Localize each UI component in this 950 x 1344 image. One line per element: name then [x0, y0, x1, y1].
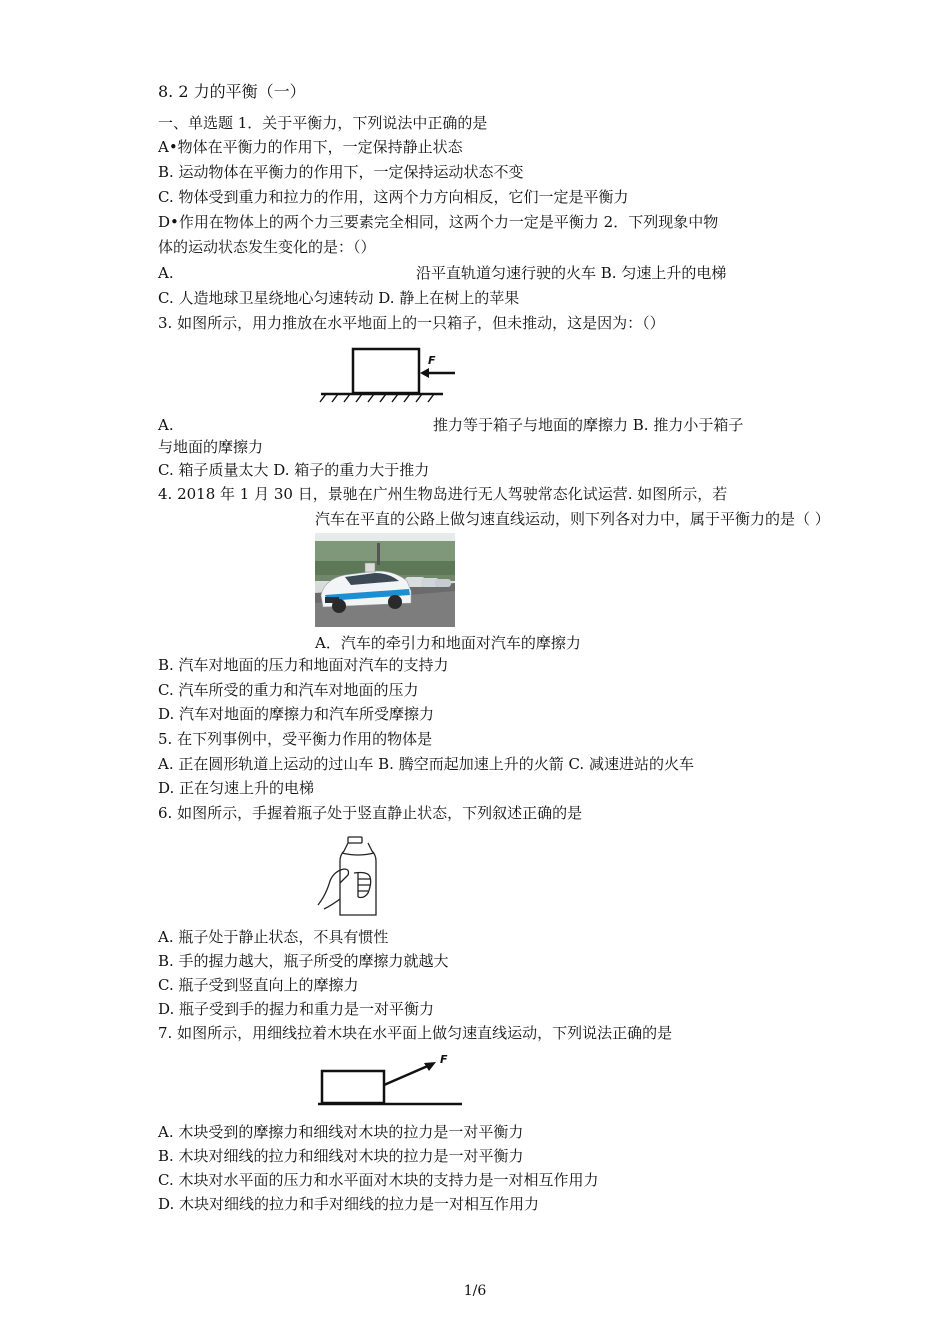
q7-option-b: B. 木块对细线的拉力和细线对木块的拉力是一对平衡力 — [158, 1147, 524, 1165]
q1-option-a: A•物体在平衡力的作用下，一定保持静止状态 — [158, 138, 463, 156]
q5-option-abc: A. 正在圆形轨道上运动的过山车 B. 腾空而起加速上升的火箭 C. 减速进站的火车 — [158, 755, 694, 773]
q4-stem: 4. 2018 年 1 月 30 日，景驰在广州生物岛进行无人驾驶常态化试运营. 如图所示，若 — [158, 485, 728, 503]
q3-option-ab: 推力等于箱子与地面的摩擦力 B. 推力小于箱子 — [433, 416, 744, 434]
q4-option-b: B. 汽车对地面的压力和地面对汽车的支持力 — [158, 656, 449, 674]
q4-option-c: C. 汽车所受的重力和汽车对地面的压力 — [158, 681, 419, 699]
q3-option-b-cont: 与地面的摩擦力 — [158, 438, 264, 456]
q2-stem-cont: 体的运动状态发生变化的是：（） — [158, 238, 376, 256]
q2-option-cd: C. 人造地球卫星绕地心匀速转动 D. 静上在树上的苹果 — [158, 289, 520, 307]
box-shape — [353, 349, 419, 393]
bottle-cap — [348, 837, 362, 843]
q7-option-c: C. 木块对水平面的压力和水平面对木块的支持力是一对相互作用力 — [158, 1171, 599, 1189]
q2-option-a-label: A. — [158, 264, 174, 282]
q1-stem: 一、单选题 1．关于平衡力，下列说法中正确的是 — [158, 114, 488, 132]
q6-option-b: B. 手的握力越大，瓶子所受的摩擦力就越大 — [158, 952, 449, 970]
q6-option-a: A. 瓶子处于静止状态，不具有惯性 — [158, 928, 389, 946]
bottle-hand-figure — [314, 835, 386, 919]
page-number: 1/6 — [463, 1283, 487, 1299]
pull-force-label: F — [440, 1053, 448, 1066]
q7-stem: 7. 如图所示，用细线拉着木块在水平面上做匀速直线运动，下列说法正确的是 — [158, 1024, 673, 1042]
block-shape — [322, 1071, 384, 1103]
q5-option-d: D. 正在匀速上升的电梯 — [158, 779, 315, 797]
q3-stem: 3. 如图所示，用力推放在水平地面上的一只箱子，但未推动，这是因为：（） — [158, 314, 665, 332]
q5-stem: 5. 在下列事例中，受平衡力作用的物体是 — [158, 730, 433, 748]
pull-force-arrow — [384, 1065, 430, 1085]
q3-option-cd: C. 箱子质量太大 D. 箱子的重力大于推力 — [158, 461, 430, 479]
q1-option-b: B. 运动物体在平衡力的作用下，一定保持运动状态不变 — [158, 163, 524, 181]
block-pull-figure — [316, 1053, 464, 1109]
push-force-arrowhead — [420, 368, 429, 378]
q7-option-a: A. 木块受到的摩擦力和细线对木块的拉力是一对平衡力 — [158, 1123, 524, 1141]
box-push-figure — [318, 345, 458, 405]
q3-option-a-label: A. — [158, 416, 174, 434]
push-force-label: F — [428, 354, 436, 367]
q7-option-d: D. 木块对细线的拉力和手对细线的拉力是一对相互作用力 — [158, 1195, 540, 1213]
car-photo — [315, 533, 455, 627]
q6-stem: 6. 如图所示，手握着瓶子处于竖直静止状态，下列叙述正确的是 — [158, 804, 583, 822]
q4-stem-cont: 汽车在平直的公路上做匀速直线运动，则下列各对力中，属于平衡力的是（ ） — [315, 510, 830, 528]
q4-option-d: D. 汽车对地面的摩擦力和汽车所受摩擦力 — [158, 705, 435, 723]
q6-option-d: D. 瓶子受到手的握力和重力是一对平衡力 — [158, 1000, 435, 1018]
q6-option-c: C. 瓶子受到竖直向上的摩擦力 — [158, 976, 359, 994]
q1-option-d-q2-stem: D•作用在物体上的两个力三要素完全相同，这两个力一定是平衡力 2．下列现象中物 — [158, 213, 719, 231]
q4-option-a: A．汽车的牵引力和地面对汽车的摩擦力 — [315, 634, 581, 652]
q2-option-ab: 沿平直轨道匀速行驶的火车 B. 匀速上升的电梯 — [416, 264, 727, 282]
q1-option-c: C. 物体受到重力和拉力的作用，这两个力方向相反，它们一定是平衡力 — [158, 188, 629, 206]
page-title: 8. 2 力的平衡（一） — [158, 82, 306, 101]
